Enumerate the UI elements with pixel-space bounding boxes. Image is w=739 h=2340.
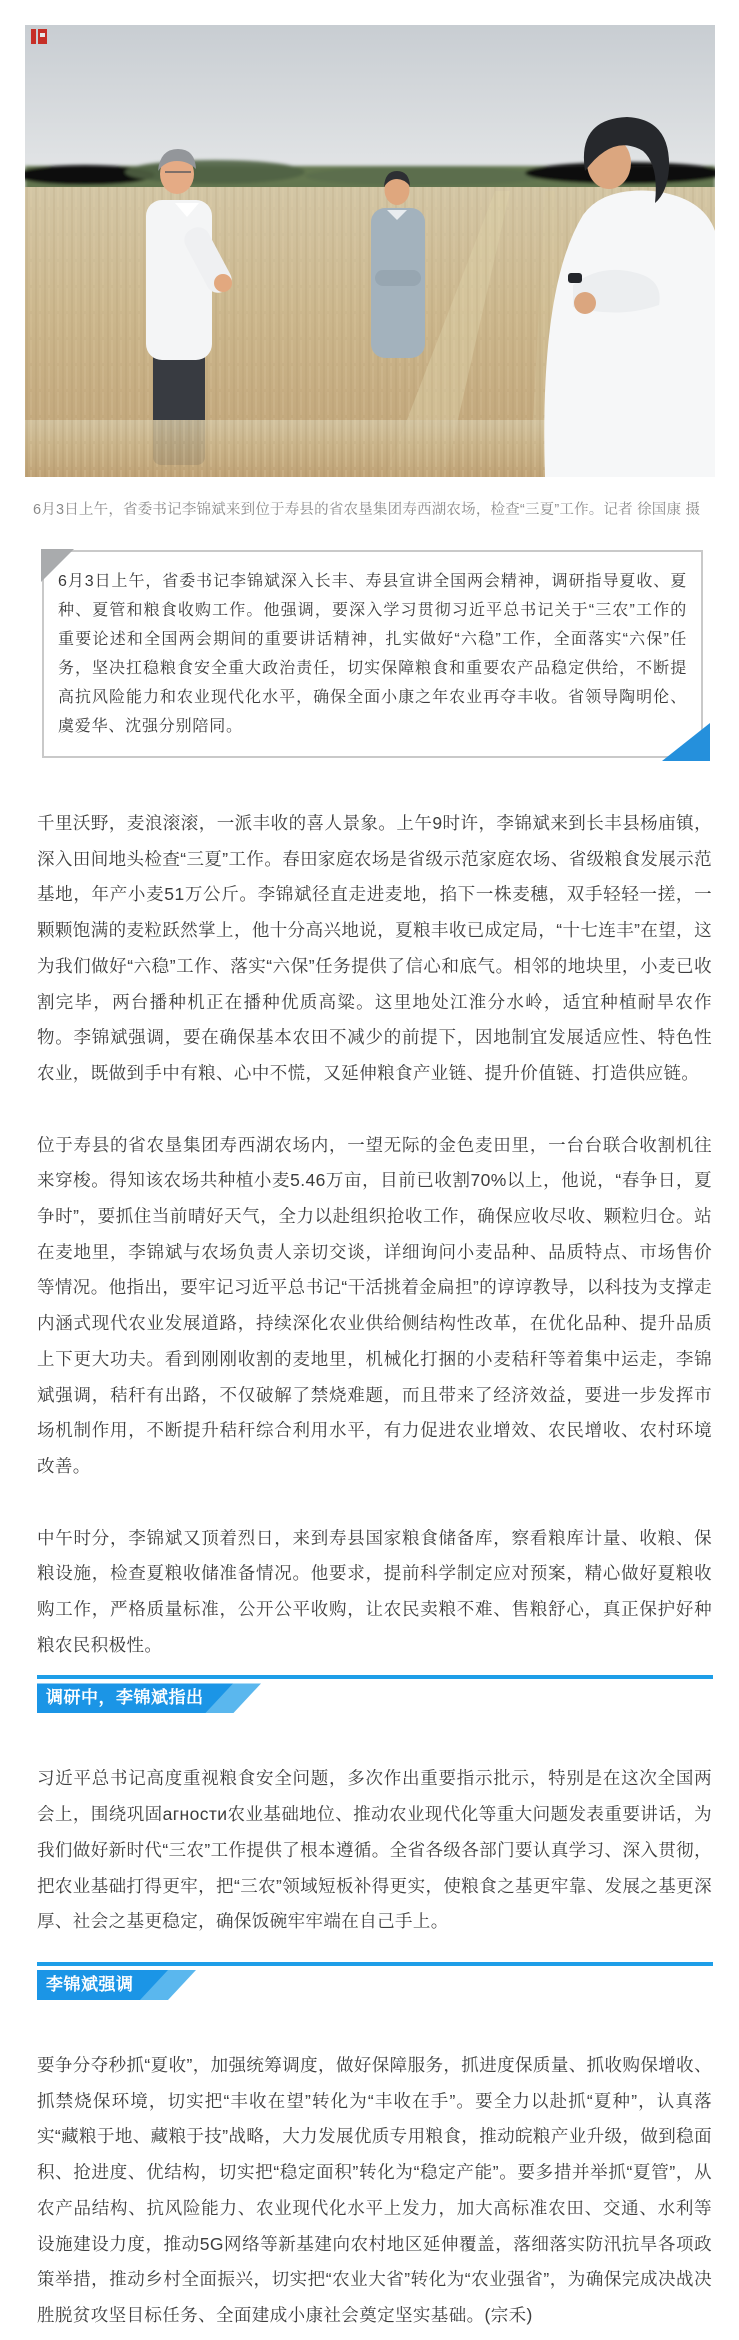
section-divider-line <box>37 1675 713 1679</box>
paragraph-1: 千里沃野，麦浪滚滚，一派丰收的喜人景象。上午9时许，李锦斌来到长丰县杨庙镇，深入田间地头检查“三夏”工作。春田家庭农场是省级示范家庭农场、省级粮食发展示范基地，年产小麦51万公斤。李锦斌径直走进麦地，掐下一株麦穗，双手轻轻一搓，一颗颗饱满的麦粒跃然掌上，他十分高兴地说，夏粮丰收已成定局，“十七连丰”在望，这为我们做好“六稳”工作、落实“六保”任务提供了信心和底气。相邻的地块里，小麦已收割完毕，两台播种机正在播种优质高粱。这里地处江淮分水岭，适宜种植耐旱农作物。李锦斌强调，要在确保基本农田不减少的前提下，因地制宜发展适应性、特色性农业，既做到手中有粮、心中不慌，又延伸粮食产业链、提升价值链、打造供应链。 <box>37 813 712 1083</box>
article-photo <box>25 25 715 477</box>
badge-label: 调研中，李锦斌指出 <box>46 1688 204 1708</box>
section-banner-2 <box>37 1962 713 2000</box>
photo-caption: 6月3日上午，省委书记李锦斌来到位于寿县的省农垦集团寿西湖农场，检查“三夏”工作。记者 徐国康 摄 <box>33 502 701 518</box>
blue-corner-icon <box>662 723 710 761</box>
paragraph-4: 习近平总书记高度重视粮食安全问题，多次作出重要指示批示，特别是在这次全国两会上，围绕巩固агности农业基础地位、推动农业现代化等重大问题发表重要讲话，为我们做好新时代“三农”工作提供了根本遵循。全省各级各部门要认真学习、深入贯彻，把农业基础打得更牢，把“三农”领域短板补得更实，使粮食之基更牢靠、发展之基更深厚、社会之基更稳定，确保饭碗牢牢端在自己手上。 <box>37 1768 712 1932</box>
badge-label: 李锦斌强调 <box>46 1974 134 1994</box>
section-banner-1 <box>37 1675 713 1713</box>
summary-box <box>42 550 703 758</box>
summary-text: 6月3日上午，省委书记李锦斌深入长丰、寿县宣讲全国两会精神，调研指导夏收、夏种、夏管和粮食收购工作。他强调，要深入学习贯彻习近平总书记关于“三农”工作的重要论述和全国两会期间的重要讲话精神，扎实做好“六稳”工作，全面落实“六保”任务，坚决扛稳粮食安全重大政治责任，切实保障粮食和重要农产品稳定供给，不断提高抗风险能力和农业现代化水平，确保全面小康之年农业再夺丰收。省领导陶明伦、虞爱华、沈强分别陪同。 <box>58 573 687 735</box>
article-page <box>0 25 739 2340</box>
paragraph-5: 要争分夺秒抓“夏收”，加强统筹调度，做好保障服务，抓进度保质量、抓收购保增收、抓禁烧保环境，切实把“丰收在望”转化为“丰收在手”。要全力以赴抓“夏种”，认真落实“藏粮于地、藏粮于技”战略，大力发展优质专用粮食，推动皖粮产业升级，做到稳面积、抢进度、优结构，切实把“稳定面积”转化为“稳定产能”。要多措并举抓“夏管”，从农产品结构、抗风险能力、农业现代化水平上发力，加大高标准农田、交通、水利等设施建设力度，推动5G网络等新基建向农村地区延伸覆盖，落细落实防汛抗旱各项政策举措，推动乡村全面振兴，切实把“农业大省”转化为“农业强省”，为确保完成决战决胜脱贫攻坚目标任务、全面建成小康社会奠定坚实基础。(宗禾) <box>37 2054 712 2325</box>
section-badge <box>37 1683 713 1713</box>
paragraph-2: 位于寿县的省农垦集团寿西湖农场内，一望无际的金色麦田里，一台台联合收割机往来穿梭。得知该农场共种植小麦5.46万亩，目前已收割70%以上，他说，“春争日，夏争时”，要抓住当前晴好天气，全力以赴组织抢收工作，确保应收尽收、颗粒归仓。站在麦地里，李锦斌与农场负责人亲切交谈，详细询问小麦品种、品质特点、市场售价等情况。他指出，要牢记习近平总书记“干活挑着金扁担”的谆谆教导，以科技为支撑走内涵式现代农业发展道路，持续深化农业供给侧结构性改革，在优化品种、提升品质上下更大功夫。看到刚刚收割的麦地里，机械化打捆的小麦秸秆等着集中运走，李锦斌强调，秸秆有出路，不仅破解了禁烧难题，而且带来了经济效益，要进一步发挥市场机制作用，不断提升秸秆综合利用水平，有力促进农业增效、农民增收、农村环境改善。 <box>37 1134 712 1476</box>
fold-corner-icon <box>41 549 74 582</box>
section-divider-line <box>37 1962 713 1966</box>
section-badge <box>37 1970 713 2000</box>
paragraph-3: 中午时分，李锦斌又顶着烈日，来到寿县国家粮食储备库，察看粮库计量、收粮、保粮设施，检查夏粮收储准备情况。他要求，提前科学制定应对预案，精心做好夏粮收购工作，严格质量标准，公开公平收购，让农民卖粮不难、售粮舒心，真正保护好种粮农民积极性。 <box>37 1527 712 1655</box>
wheat-field-photo-illustration <box>25 25 715 477</box>
broadcaster-watermark <box>31 29 47 44</box>
